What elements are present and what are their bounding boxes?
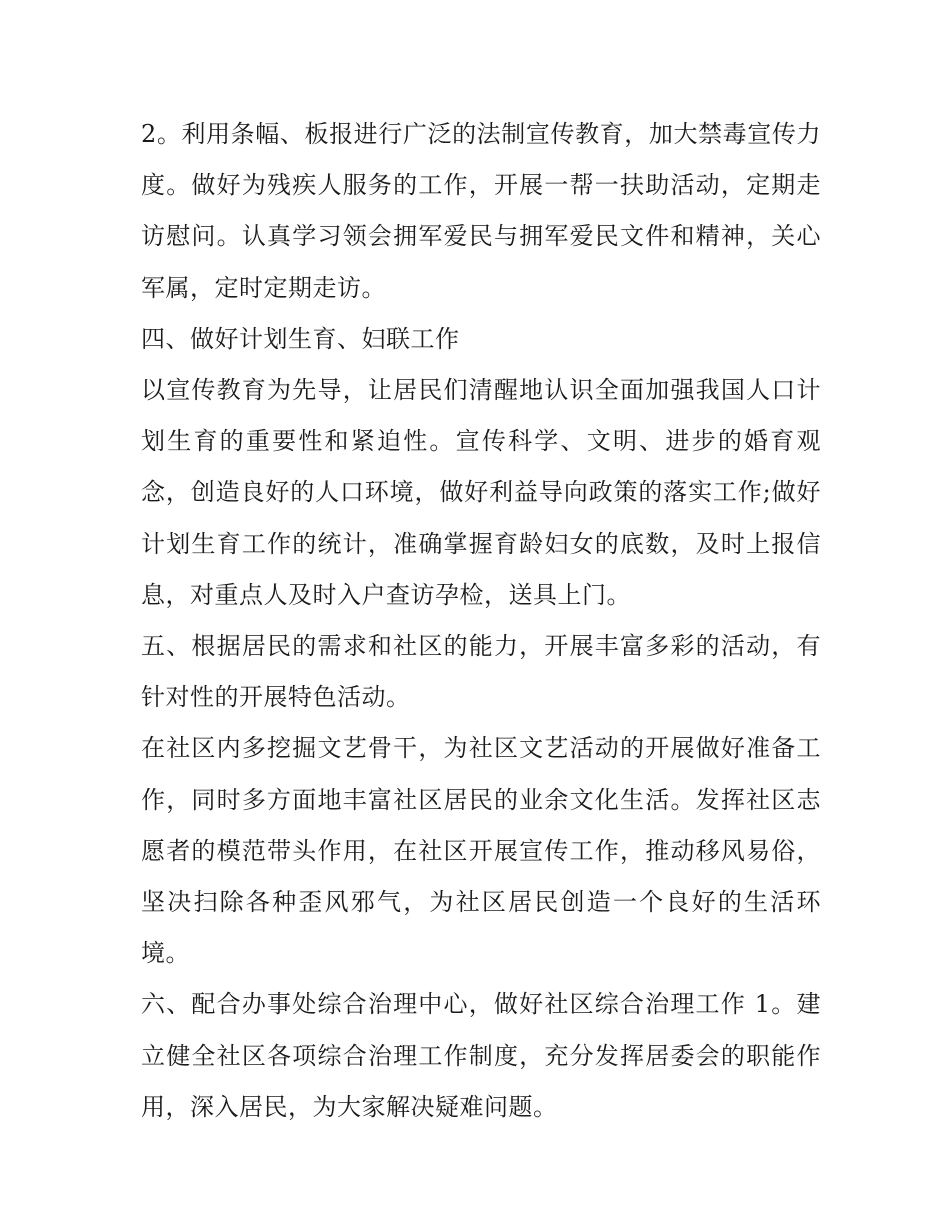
paragraph-activities: 在社区内多挖掘文艺骨干，为社区文艺活动的开展做好准备工作，同时多方面地丰富社区居民的业余文化生活。发挥社区志愿者的模范带头作用，在社区开展宣传工作，推动移风易俗，坚决扫除各种歪风邪气，为社区居民创造一个良好的生活环境。: [141, 734, 821, 968]
paragraph-family-planning: 以宣传教育为先导，让居民们清醒地认识全面加强我国人口计划生育的重要性和紧迫性。宣传科学、文明、进步的婚育观念，创造良好的人口环境，做好利益导向政策的落实工作;做好计划生育工作的统计，准确掌握育龄妇女的底数，及时上报信息，对重点人及时入户查访孕检，送具上门。: [141, 376, 821, 609]
heading-activities: 五、根据居民的需求和社区的能力，开展丰富多彩的活动，有针对性的开展特色活动。: [141, 632, 821, 712]
paragraph-comprehensive-governance: 六、配合办事处综合治理中心，做好社区综合治理工作 1。建立健全社区各项综合治理工作制度，充分发挥居委会的职能作用，深入居民，为大家解决疑难问题。: [141, 990, 821, 1121]
paragraph-propaganda-services: 2。利用条幅、板报进行广泛的法制宣传教育，加大禁毒宣传力度。做好为残疾人服务的工作，开展一帮一扶助活动，定期走访慰问。认真学习领会拥军爱民与拥军爱民文件和精神，关心军属，定时定期走访。: [141, 120, 821, 302]
heading-family-planning: 四、做好计划生育、妇联工作: [141, 324, 460, 353]
document-body: [141, 109, 821, 1133]
